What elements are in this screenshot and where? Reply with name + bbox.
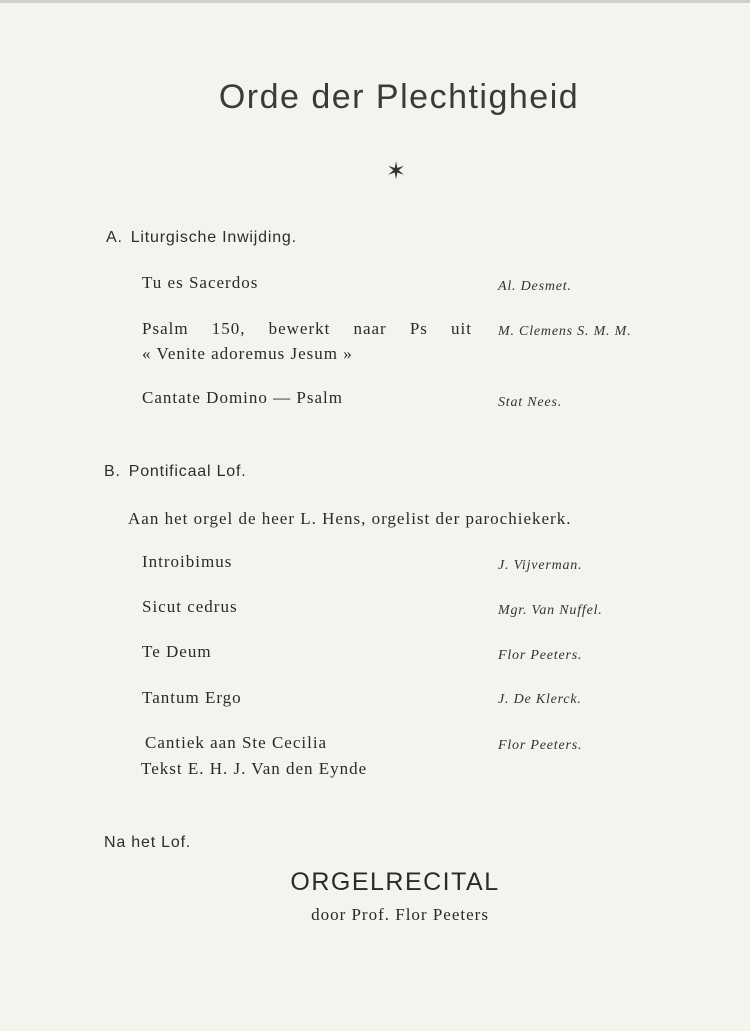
program-item-composer: Stat Nees. (498, 395, 562, 410)
section-b-letter: B. (104, 463, 121, 480)
recital-performer: door Prof. Flor Peeters (311, 905, 489, 924)
program-item-composer: M. Clemens S. M. M. (498, 324, 632, 339)
program-item-title-line2: « Venite adoremus Jesum » (142, 344, 353, 363)
section-a-title: Liturgische Inwijding. (130, 229, 297, 246)
star-ornament-icon: ✶ (386, 158, 407, 185)
program-item-title-line2: Tekst E. H. J. Van den Eynde (141, 759, 368, 778)
program-item-title: Tu es Sacerdos (142, 273, 259, 292)
program-item-title: Cantate Domino — Psalm (142, 388, 343, 407)
recital-title: ORGELRECITAL (290, 868, 500, 896)
program-item-title: Cantiek aan Ste Cecilia (145, 733, 328, 752)
section-a-heading (106, 229, 297, 247)
program-item-composer: Flor Peeters. (498, 738, 583, 753)
section-b-heading (104, 463, 246, 481)
program-item-title: Tantum Ergo (142, 688, 242, 707)
program-item-title: Te Deum (142, 642, 212, 661)
program-item-composer: Mgr. Van Nuffel. (498, 603, 603, 618)
section-a-letter: A. (106, 229, 123, 246)
section-b-intro: Aan het orgel de heer L. Hens, orgelist der parochiekerk. (128, 509, 572, 528)
program-item-title: Psalm 150, bewerkt naar Ps uit (142, 319, 472, 338)
program-item-title: Introibimus (142, 552, 233, 571)
program-item-composer: Al. Desmet. (498, 279, 572, 294)
program-item-composer: Flor Peeters. (498, 648, 583, 663)
section-b-title: Pontificaal Lof. (128, 463, 247, 480)
page-top-edge (0, 0, 750, 3)
page-title: Orde der Plechtigheid (218, 78, 580, 116)
after-heading: Na het Lof. (104, 834, 192, 851)
program-item-title: Sicut cedrus (142, 597, 238, 616)
program-item-composer: J. Vijverman. (498, 558, 583, 573)
program-item-composer: J. De Klerck. (498, 692, 582, 707)
